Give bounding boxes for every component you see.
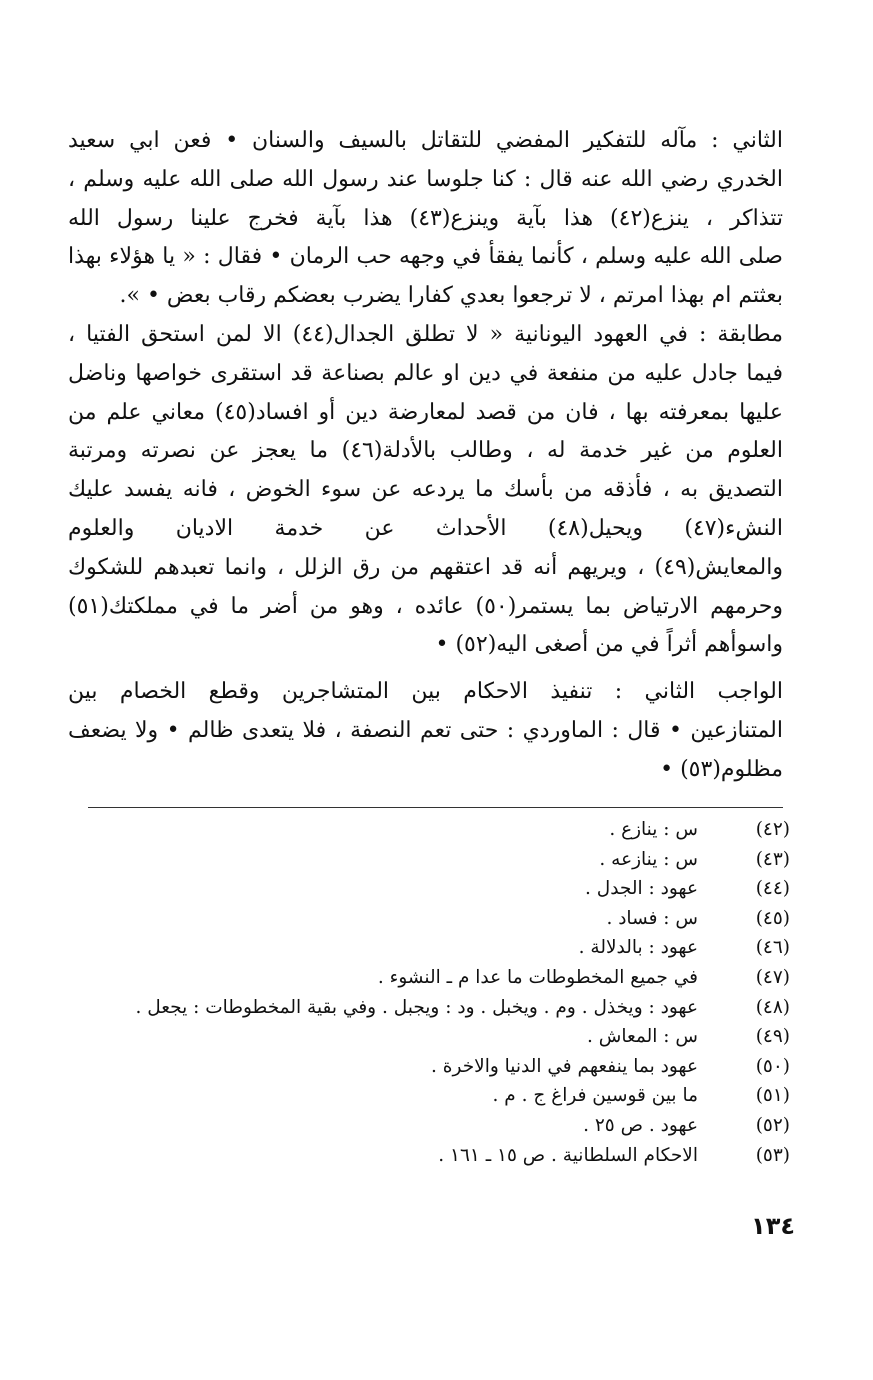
text-line: الواجب الثاني : تنفيذ الاحكام بين المتشاجرين وقطع الخصام بين	[68, 679, 783, 705]
footnote-text: س : فساد .	[606, 907, 698, 929]
text-line: مظلوم(٥٣) •	[660, 756, 783, 782]
text-line: واسوأهم أثراً في من أصغى اليه(٥٢) •	[435, 632, 783, 658]
footnote-text: في جميع المخطوطات ما عدا م ـ النشوء .	[377, 966, 698, 988]
main-text	[68, 122, 783, 790]
text-line: صلى الله عليه وسلم ، كأنما يفقأ في وجهه حب الرمان • فقال : « يا هؤلاء بهذا	[68, 244, 783, 270]
footnote	[70, 963, 790, 993]
footnote-number: (٥٣)	[755, 1144, 790, 1166]
footnote	[70, 933, 790, 963]
footnote-divider	[88, 807, 783, 808]
text-line: تتذاكر ، ينزع(٤٢) هذا بآية وينزع(٤٣) هذا بآية فخرج علينا رسول الله	[68, 205, 783, 231]
footnote-text: س : ينازعه .	[599, 848, 698, 870]
text-line: بعثتم ام بهذا امرتم ، لا ترجعوا بعدي كفارا يضرب بعضكم رقاب بعض • ».	[119, 283, 783, 309]
footnote	[70, 1052, 790, 1082]
footnote	[70, 1022, 790, 1052]
footnote	[70, 874, 790, 904]
footnote-number: (٤٤)	[755, 878, 790, 900]
footnote-number: (٤٩)	[755, 1026, 790, 1048]
footnote-number: (٥٢)	[755, 1114, 790, 1136]
footnotes	[70, 815, 790, 1170]
text-line: عليها بمعرفته بها ، فان من قصد لمعارضة دين أو افساد(٤٥) معاني علم من	[68, 399, 783, 425]
footnote-text: عهود : بالدلالة .	[578, 937, 698, 959]
footnote-text: س : المعاش .	[587, 1026, 698, 1048]
footnote-text: س : ينازع .	[609, 819, 698, 840]
text-line: النشء(٤٧) ويحيل(٤٨) الأحداث عن خدمة الاديان والعلوم	[68, 515, 783, 541]
footnote-number: (٤٣)	[755, 848, 790, 870]
footnote	[70, 1081, 790, 1111]
text-line: المتنازعين • قال : الماوردي : حتى تعم النصفة ، فلا يتعدى ظالم • ولا يضعف	[68, 717, 783, 743]
footnote	[70, 1111, 790, 1141]
footnote-number: (٤٨)	[755, 996, 790, 1018]
page-number: ١٣٤	[751, 1212, 795, 1240]
text-line: الخدري رضي الله عنه قال : كنا جلوسا عند رسول الله صلى الله عليه وسلم ،	[68, 166, 783, 192]
footnote	[70, 815, 790, 845]
text-line: والمعايش(٤٩) ، ويريهم أنه قد اعتقهم من رق الزلل ، وانما تعبدهم للشكوك	[68, 554, 783, 580]
footnote-number: (٤٥)	[755, 907, 790, 929]
footnote-text: الاحكام السلطانية . ص ١٥ ـ ١٦١ .	[438, 1144, 698, 1166]
footnote-number: (٤٧)	[755, 966, 790, 988]
paragraph-2	[68, 316, 783, 665]
text-line: التصديق به ، فأذقه من بأسك ما يردعه عن سوء الخوض ، فانه يفسد عليك	[68, 477, 783, 503]
footnote-text: عهود : ويخذل . وم . ويخبل . ود : ويجبل . وفي بقية المخطوطات : يجعل .	[135, 996, 698, 1018]
paragraph-3	[68, 673, 783, 789]
footnote	[70, 1141, 790, 1171]
footnote-text: عهود بما ينفعهم في الدنيا والاخرة .	[431, 1055, 698, 1077]
text-line: وحرمهم الارتياض بما يستمر(٥٠) عائده ، وهو من أضر ما في مملكتك(٥١)	[68, 593, 783, 619]
footnote-number: (٥٠)	[755, 1055, 790, 1077]
footnote-text: عهود . ص ٢٥ .	[583, 1114, 698, 1136]
footnote-number: (٤٦)	[755, 937, 790, 959]
text-line: مطابقة : في العهود اليونانية « لا تطلق الجدال(٤٤) الا لمن استحق الفتيا ،	[68, 321, 783, 347]
footnote-text: عهود : الجدل .	[585, 878, 698, 900]
text-line: الثاني : مآله للتفكير المفضي للتقاتل بالسيف والسنان • فعن ابي سعيد	[68, 128, 783, 153]
footnote	[70, 845, 790, 875]
footnote-text: ما بين قوسين فراغ ج . م .	[492, 1085, 698, 1107]
footnote	[70, 904, 790, 934]
text-line: فيما جادل عليه من منفعة في دين او عالم بصناعة قد استقرى خواصها وناضل	[68, 360, 783, 386]
footnote-number: (٤٢)	[755, 819, 790, 840]
paragraph-1	[68, 122, 783, 316]
footnote	[70, 993, 790, 1023]
footnote-number: (٥١)	[755, 1085, 790, 1107]
paragraph-gap	[68, 665, 783, 673]
text-line: العلوم من غير خدمة له ، وطالب بالأدلة(٤٦) ما يعجز عن نصرته ومرتبة	[68, 438, 783, 464]
